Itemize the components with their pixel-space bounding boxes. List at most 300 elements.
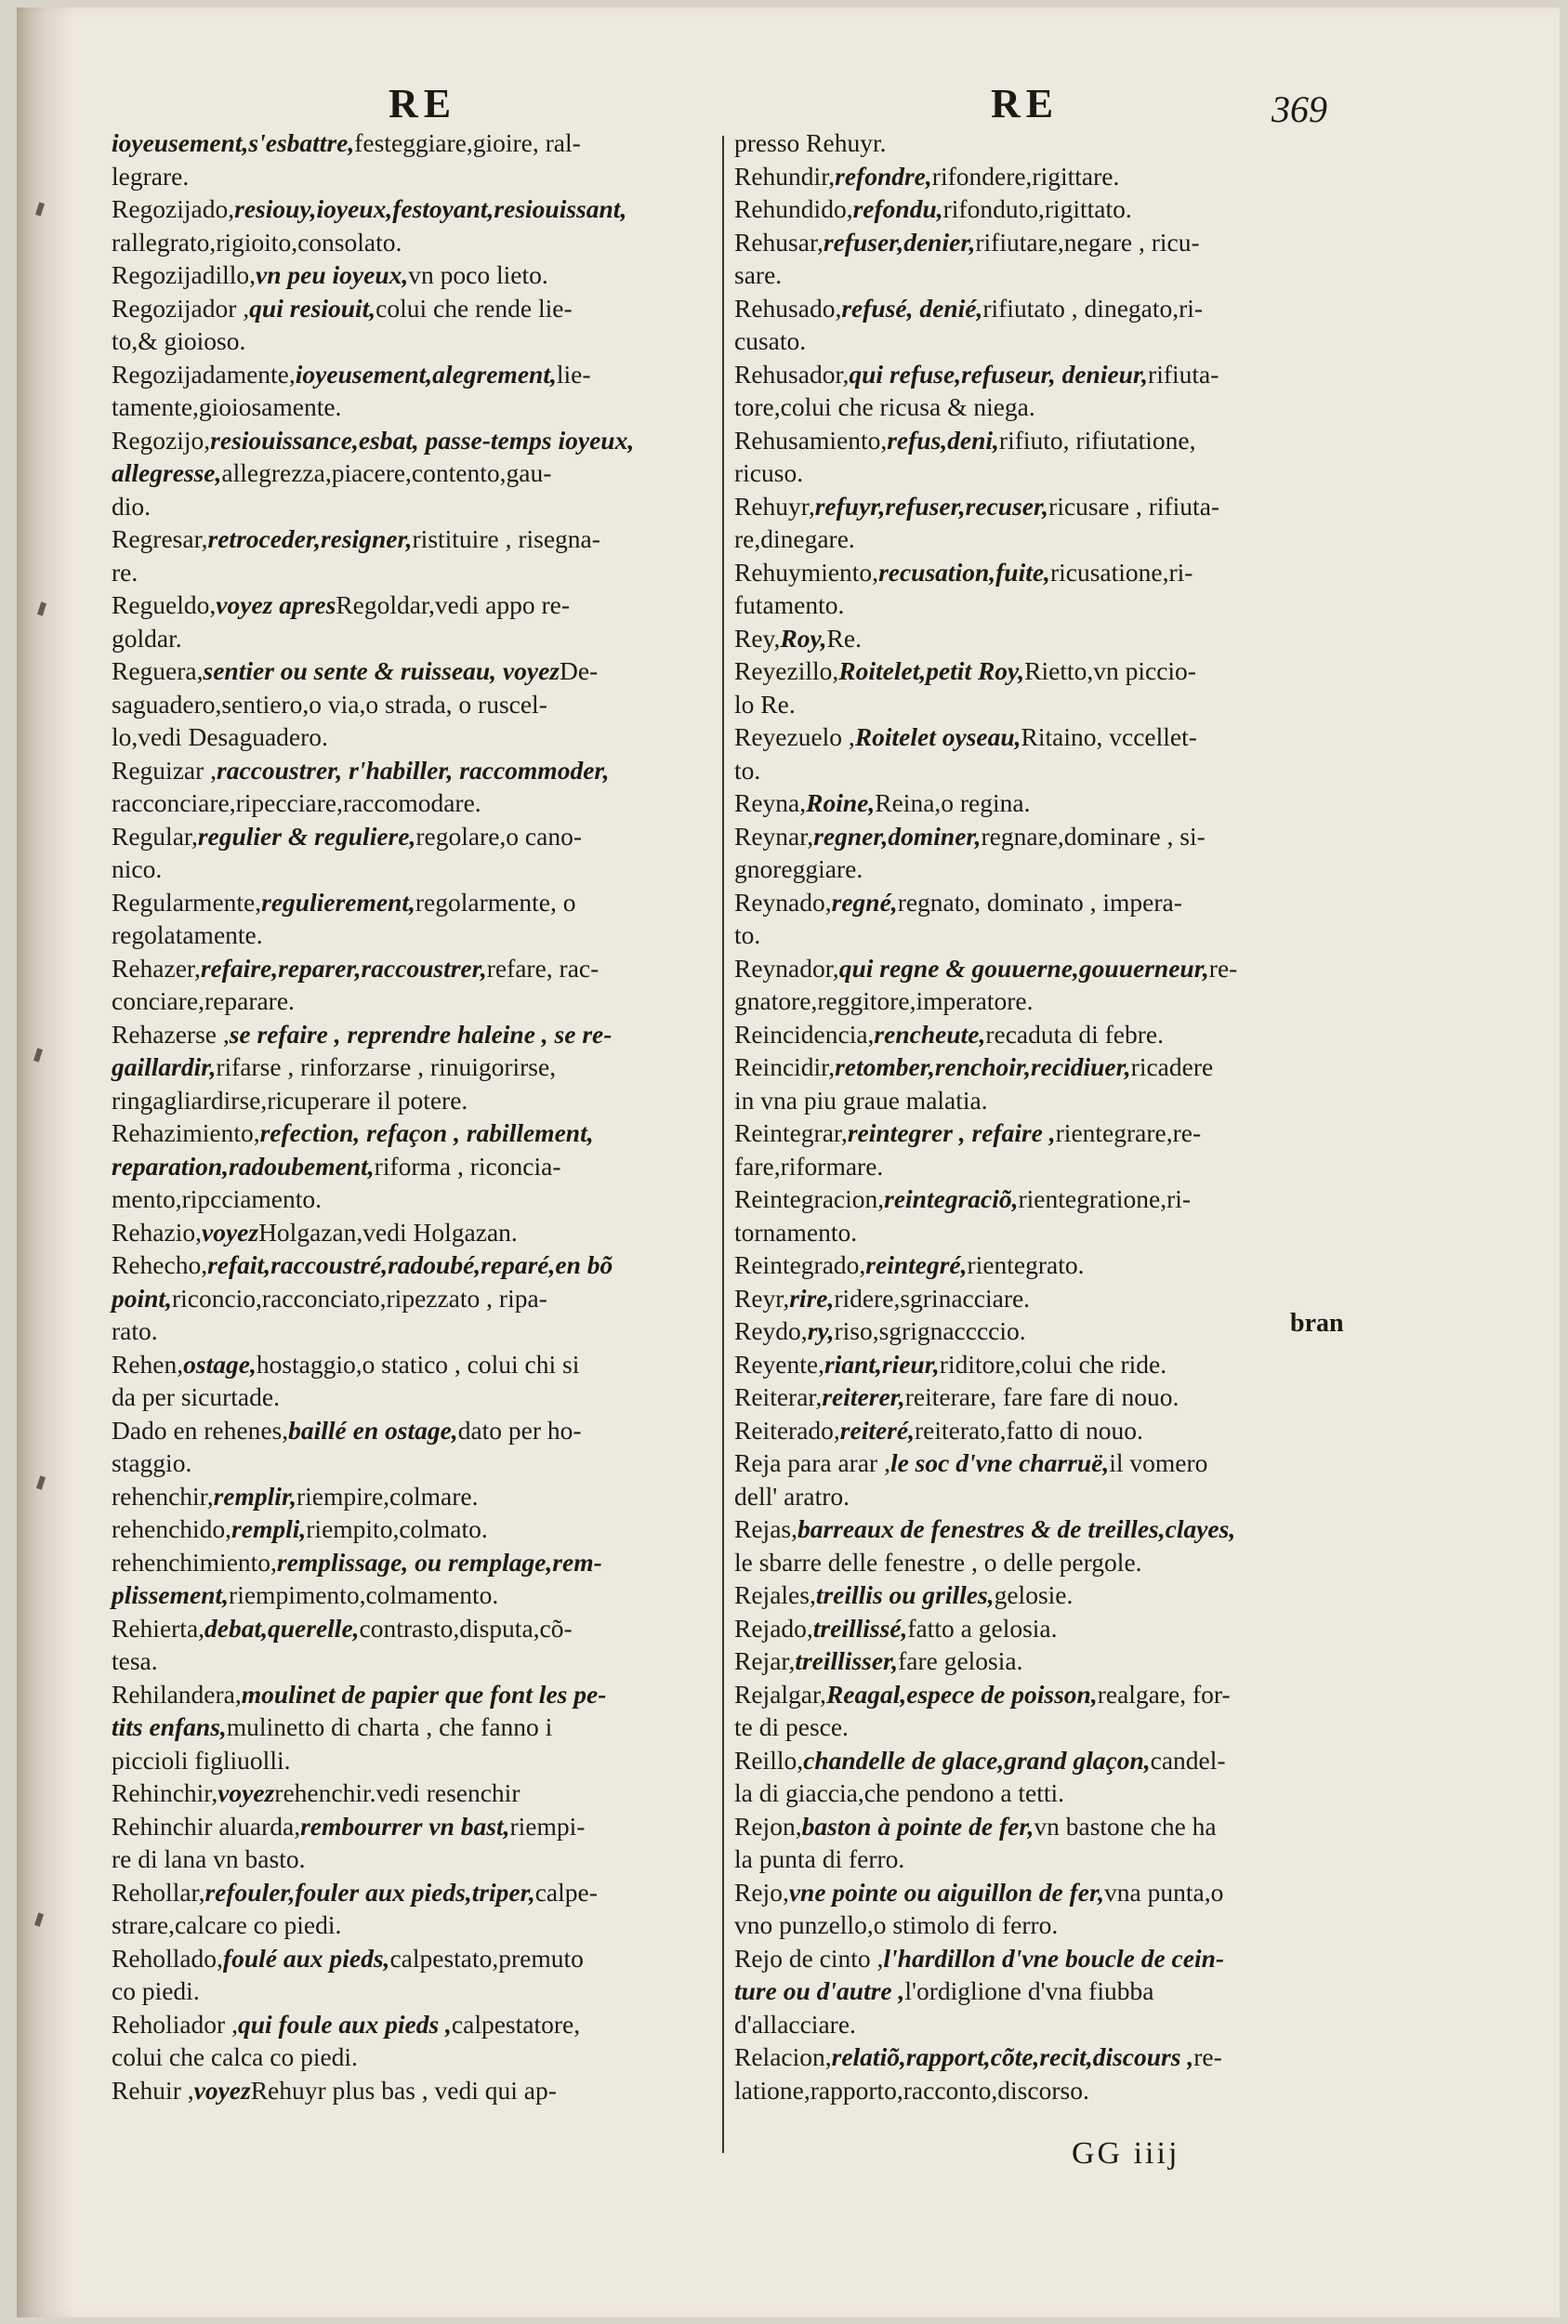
entry-french-gloss: rempli, — [231, 1514, 307, 1543]
entry-headword: Regular, — [112, 821, 198, 851]
entry-headword: Rejalgar, — [734, 1679, 826, 1709]
entry-headword: rehenchimiento, — [112, 1547, 277, 1577]
dictionary-line — [734, 1908, 1366, 1942]
entry-french-gloss: le soc d'vne charruë, — [889, 1448, 1110, 1477]
entry-headword: Reiterado, — [734, 1415, 840, 1445]
dictionary-line — [734, 1644, 1366, 1678]
entry-french-gloss: regner,dominer, — [813, 821, 982, 851]
entry-italian-gloss: ringagliardirse,ricuperare il potere. — [112, 1085, 468, 1115]
dictionary-line — [112, 1942, 720, 1975]
dictionary-line — [734, 1248, 1366, 1282]
entry-italian-gloss: mulinetto di charta , che fanno i — [226, 1712, 553, 1741]
entry-headword: Dado en rehenes, — [112, 1415, 289, 1445]
entry-italian-gloss: to. — [734, 920, 761, 949]
dictionary-line — [112, 1018, 720, 1051]
entry-headword: Rejo de cinto , — [734, 1943, 884, 1973]
dictionary-line — [734, 1150, 1366, 1183]
entry-french-gloss: sentier ou sente & ruisseau, voyez — [203, 656, 560, 685]
entry-italian-gloss: rifiuto, rifiutatione, — [998, 425, 1196, 455]
entry-italian-gloss: rifiuta- — [1148, 359, 1219, 389]
dictionary-line — [734, 820, 1366, 853]
dictionary-line — [112, 1776, 720, 1810]
entry-italian-gloss: la punta di ferro. — [734, 1844, 905, 1873]
dictionary-line — [112, 2074, 720, 2107]
dictionary-line — [734, 456, 1366, 490]
entry-french-gloss: refouler,fouler aux pieds,triper, — [204, 1877, 535, 1907]
dictionary-line — [734, 192, 1366, 226]
dictionary-line — [734, 1018, 1366, 1051]
entry-italian-gloss: vno punzello,o stimolo di ferro. — [734, 1910, 1059, 1939]
entry-italian-gloss: latione,rapporto,racconto,discorso. — [734, 2075, 1089, 2105]
entry-headword: Reiterar, — [734, 1382, 823, 1411]
entry-italian-gloss: vna punta,o — [1104, 1877, 1224, 1907]
dictionary-line — [112, 1512, 720, 1546]
entry-italian-gloss: rehenchir.vedi resenchir — [274, 1778, 520, 1807]
entry-french-gloss: Roine, — [806, 788, 876, 817]
entry-italian-gloss: presso Rehuyr. — [734, 128, 887, 157]
dictionary-line — [734, 918, 1366, 952]
entry-french-gloss: resiouissance,esbat, passe-temps ioyeux, — [210, 425, 635, 455]
entry-headword: Rehazerse , — [112, 1019, 230, 1049]
entry-headword: Reyezillo, — [734, 656, 839, 685]
entry-french-gloss: refusé, denié, — [841, 293, 983, 323]
entry-french-gloss: l'hardillon d'vne boucle de cein- — [883, 1943, 1225, 1973]
entry-italian-gloss: re di lana vn basto. — [112, 1844, 306, 1873]
entry-french-gloss: qui regne & gouuerne,gouuerneur, — [838, 953, 1209, 983]
entry-french-gloss: recusation,fuite, — [878, 557, 1050, 587]
book-page — [17, 7, 1560, 2317]
entry-headword: Rejas, — [734, 1514, 797, 1543]
dictionary-line — [112, 952, 720, 985]
entry-italian-gloss: il vomero — [1109, 1448, 1208, 1477]
dictionary-line — [112, 1876, 720, 1909]
dictionary-line — [112, 1974, 720, 2008]
dictionary-line — [734, 952, 1366, 985]
dictionary-line — [734, 358, 1366, 391]
stray-marginal-word: bran — [1290, 1309, 1344, 1338]
entry-italian-gloss: calpe- — [534, 1877, 598, 1907]
entry-french-gloss: refait,raccoustré,radoubé,reparé,en bõ — [207, 1250, 613, 1279]
entry-italian-gloss: reiterato,fatto di nouo. — [914, 1415, 1143, 1445]
entry-italian-gloss: sare. — [734, 260, 783, 289]
dictionary-line — [112, 1546, 720, 1579]
entry-headword: Rehusador, — [734, 359, 850, 389]
entry-headword: Reyr, — [734, 1283, 790, 1313]
entry-french-gloss: se refaire , reprendre haleine , se re- — [229, 1019, 613, 1049]
entry-french-gloss: resiouy,ioyeux,festoyant,resiouissant, — [234, 194, 627, 223]
entry-italian-gloss: realgare, for- — [1097, 1679, 1231, 1709]
entry-headword: Reincidir, — [734, 1052, 836, 1081]
entry-italian-gloss: De- — [559, 656, 599, 685]
entry-italian-gloss: Rehuyr plus bas , vedi qui ap- — [250, 2075, 557, 2105]
dictionary-line — [734, 390, 1366, 424]
dictionary-line — [112, 1710, 720, 1744]
entry-italian-gloss: fare,riformare. — [734, 1151, 884, 1181]
dictionary-line — [112, 1150, 720, 1183]
entry-french-gloss: treillissé, — [812, 1613, 908, 1643]
entry-french-gloss: baillé en ostage, — [288, 1415, 458, 1445]
entry-headword: Rejo, — [734, 1877, 789, 1907]
entry-italian-gloss: to. — [734, 755, 761, 785]
entry-headword: Rehundir, — [734, 161, 836, 191]
dictionary-line — [112, 754, 720, 787]
dictionary-line — [112, 1842, 720, 1876]
dictionary-line — [112, 456, 720, 490]
entry-headword: Reynar, — [734, 821, 814, 851]
entry-headword: Reillo, — [734, 1745, 804, 1775]
entry-italian-gloss: re,dinegare. — [734, 524, 855, 553]
entry-italian-gloss: mento,ripcciamento. — [112, 1184, 323, 1213]
entry-french-gloss: baston à pointe de fer, — [801, 1811, 1034, 1841]
dictionary-line — [112, 1282, 720, 1315]
entry-italian-gloss: co piedi. — [112, 1976, 200, 2005]
entry-french-gloss: refection, refaçon , rabillement, — [259, 1118, 594, 1147]
entry-italian-gloss: rientegratione,ri- — [1018, 1184, 1192, 1213]
entry-headword: Reguizar , — [112, 755, 217, 785]
entry-italian-gloss: candel- — [1150, 1745, 1226, 1775]
dictionary-line — [112, 1116, 720, 1150]
dictionary-line — [112, 1644, 720, 1678]
dictionary-line — [734, 688, 1366, 721]
entry-headword: Regueldo, — [112, 590, 217, 619]
entry-headword: Rehusamiento, — [734, 425, 888, 455]
entry-headword: Rehen, — [112, 1349, 184, 1379]
entry-french-gloss: remplir, — [213, 1481, 296, 1511]
dictionary-line — [734, 1744, 1366, 1777]
entry-italian-gloss: Ritaino, vccellet- — [1021, 722, 1197, 751]
entry-italian-gloss: vn poco lieto. — [408, 260, 548, 289]
entry-french-gloss: debat,querelle, — [204, 1613, 360, 1643]
entry-headword: Rehazio, — [112, 1217, 202, 1247]
entry-italian-gloss: gnoreggiare. — [734, 854, 863, 883]
entry-italian-gloss: legrare. — [112, 161, 190, 191]
dictionary-line — [112, 1678, 720, 1711]
entry-headword: Regresar, — [112, 524, 208, 553]
dictionary-line — [112, 886, 720, 919]
entry-italian-gloss: lo,vedi Desaguadero. — [112, 722, 328, 751]
entry-italian-gloss: gelosie. — [994, 1580, 1074, 1609]
dictionary-line — [734, 1776, 1366, 1810]
dictionary-line — [734, 1612, 1366, 1645]
entry-headword: Rehusado, — [734, 293, 842, 323]
entry-italian-gloss: colui che rende lie- — [376, 293, 573, 323]
dictionary-line — [112, 522, 720, 556]
entry-italian-gloss: l'ordiglione d'vna fiubba — [904, 1976, 1154, 2005]
entry-italian-gloss: Regoldar,vedi appo re- — [336, 590, 570, 619]
entry-headword: Reydo, — [734, 1316, 808, 1345]
entry-italian-gloss: recaduta di febre. — [985, 1019, 1164, 1049]
entry-headword: Rehollado, — [112, 1943, 223, 1973]
entry-french-gloss: tits enfans, — [112, 1712, 227, 1741]
entry-italian-gloss: da per sicurtade. — [112, 1382, 280, 1411]
entry-french-gloss: reintegraciõ, — [884, 1184, 1019, 1213]
entry-french-gloss: reiteré, — [839, 1415, 915, 1445]
dictionary-line — [112, 1380, 720, 1414]
entry-french-gloss: barreaux de fenestres & de treilles,clayes, — [797, 1514, 1236, 1543]
entry-italian-gloss: regnato, dominato , impera- — [897, 887, 1182, 917]
entry-italian-gloss: re- — [1193, 2042, 1222, 2071]
entry-headword: Rejado, — [734, 1613, 813, 1643]
entry-french-gloss: refondre, — [835, 161, 932, 191]
entry-italian-gloss: ristituire , risegna- — [412, 524, 600, 553]
entry-italian-gloss: re. — [112, 557, 138, 587]
dictionary-line — [734, 588, 1366, 622]
dictionary-line — [734, 1942, 1366, 1975]
entry-french-gloss: retroceder,resigner, — [207, 524, 413, 553]
entry-french-gloss: Reagal,espece de poisson, — [825, 1679, 1098, 1709]
dictionary-line — [734, 754, 1366, 787]
entry-italian-gloss: rallegrato,rigioito,consolato. — [112, 227, 402, 257]
page-edge-stain — [17, 7, 72, 2317]
entry-italian-gloss: riso,sgrignaccccio. — [834, 1316, 1026, 1345]
entry-french-gloss: regulier & reguliere, — [197, 821, 416, 851]
entry-headword: Reyente, — [734, 1349, 824, 1379]
dictionary-line — [734, 160, 1366, 193]
entry-french-gloss: refuser,denier, — [823, 227, 976, 257]
dictionary-line — [112, 720, 720, 754]
entry-italian-gloss: saguadero,sentiero,o via,o strada, o ruscel- — [112, 689, 547, 719]
entry-french-gloss: ture ou d'autre , — [734, 1976, 905, 2005]
dictionary-line — [734, 126, 1366, 160]
dictionary-line — [734, 984, 1366, 1018]
entry-french-gloss: reintegrer , refaire , — [847, 1118, 1056, 1147]
entry-italian-gloss: riempi- — [509, 1811, 586, 1841]
entry-italian-gloss: cusato. — [734, 326, 807, 355]
entry-italian-gloss: calpestatore, — [451, 2009, 581, 2039]
dictionary-line — [734, 622, 1366, 655]
entry-headword: Rehollar, — [112, 1877, 205, 1907]
folio-signature: GG iiij — [1072, 2136, 1180, 2171]
entry-headword: Reyna, — [734, 788, 807, 817]
dictionary-line — [112, 1216, 720, 1249]
entry-italian-gloss: tore,colui che ricusa & niega. — [734, 392, 1035, 421]
dictionary-line — [112, 1744, 720, 1777]
entry-italian-gloss: gnatore,reggitore,imperatore. — [734, 986, 1034, 1015]
dictionary-line — [734, 852, 1366, 886]
entry-headword: Rehierta, — [112, 1613, 205, 1643]
dictionary-line — [734, 1546, 1366, 1579]
entry-italian-gloss: lo Re. — [734, 689, 796, 719]
entry-italian-gloss: d'allacciare. — [734, 2009, 856, 2039]
entry-french-gloss: point, — [112, 1283, 172, 1313]
entry-headword: Reintegrado, — [734, 1250, 866, 1279]
entry-headword: Rehecho, — [112, 1250, 208, 1279]
entry-italian-gloss: lie- — [556, 359, 591, 389]
dictionary-line — [734, 1282, 1366, 1315]
entry-french-gloss: qui foule aux pieds , — [237, 2009, 452, 2039]
entry-italian-gloss: riempimento,colmamento. — [229, 1580, 499, 1609]
dictionary-line — [112, 1314, 720, 1348]
right-column — [734, 126, 1366, 2106]
entry-french-gloss: ioyeusement,s'esbattre, — [112, 128, 355, 157]
entry-italian-gloss: re- — [1208, 953, 1238, 983]
dictionary-line — [734, 1678, 1366, 1711]
entry-italian-gloss: calpestato,premuto — [389, 1943, 584, 1973]
dictionary-line — [734, 1512, 1366, 1546]
entry-italian-gloss: regnare,dominare , si- — [981, 821, 1206, 851]
entry-french-gloss: qui refuse,refuseur, denieur, — [849, 359, 1149, 389]
entry-italian-gloss: regolare,o cano- — [415, 821, 582, 851]
entry-italian-gloss: piccioli figliuolli. — [112, 1745, 291, 1775]
entry-headword: Regozijador , — [112, 293, 250, 323]
entry-headword: Rejales, — [734, 1580, 816, 1609]
dictionary-line — [112, 1050, 720, 1084]
dictionary-line — [734, 1084, 1366, 1117]
dictionary-line — [112, 1182, 720, 1216]
dictionary-line — [734, 1578, 1366, 1612]
entry-french-gloss: foulé aux pieds, — [222, 1943, 390, 1973]
column-divider — [722, 136, 724, 2153]
entry-italian-gloss: rato. — [112, 1316, 158, 1345]
dictionary-line — [112, 258, 720, 292]
entry-italian-gloss: contrasto,disputa,cõ- — [359, 1613, 573, 1643]
entry-french-gloss: remplissage, ou remplage,rem- — [276, 1547, 602, 1577]
entry-french-gloss: riant,rieur, — [824, 1349, 940, 1379]
entry-french-gloss: Roitelet,petit Roy, — [838, 656, 1025, 685]
running-header-right: RE — [991, 81, 1060, 126]
entry-french-gloss: treillis ou grilles, — [815, 1580, 995, 1609]
dictionary-line — [734, 1842, 1366, 1876]
dictionary-line — [112, 1248, 720, 1282]
entry-french-gloss: voyez — [193, 2075, 251, 2105]
dictionary-line — [734, 490, 1366, 523]
entry-headword: Rehilandera, — [112, 1679, 242, 1709]
entry-french-gloss: moulinet de papier que font les pe- — [241, 1679, 607, 1709]
entry-french-gloss: rencheute, — [874, 1019, 986, 1049]
entry-italian-gloss: futamento. — [734, 590, 845, 619]
entry-french-gloss: rire, — [789, 1283, 835, 1313]
entry-headword: Rejon, — [734, 1811, 802, 1841]
dictionary-line — [112, 292, 720, 325]
dictionary-line — [734, 226, 1366, 259]
dictionary-line — [734, 1876, 1366, 1909]
entry-italian-gloss: rifiutare,negare , ricu- — [975, 227, 1200, 257]
entry-italian-gloss: riditore,colui che ride. — [939, 1349, 1167, 1379]
dictionary-line — [112, 324, 720, 358]
dictionary-line — [734, 1710, 1366, 1744]
dictionary-line — [112, 390, 720, 424]
entry-headword: Reyezuelo , — [734, 722, 855, 751]
entry-headword: Rehinchir aluarda, — [112, 1811, 301, 1841]
dictionary-line — [734, 424, 1366, 457]
entry-italian-gloss: staggio. — [112, 1448, 192, 1477]
entry-italian-gloss: tamente,gioiosamente. — [112, 392, 342, 421]
entry-headword: Rehundido, — [734, 194, 853, 223]
dictionary-line — [734, 2074, 1366, 2107]
dictionary-line — [112, 126, 720, 160]
entry-italian-gloss: to,& gioioso. — [112, 326, 246, 355]
entry-headword: Reincidencia, — [734, 1019, 875, 1049]
entry-italian-gloss: la di giaccia,che pendono a tetti. — [734, 1778, 1065, 1807]
dictionary-line — [734, 2040, 1366, 2074]
dictionary-line — [112, 424, 720, 457]
dictionary-line — [112, 160, 720, 193]
entry-french-gloss: allegresse, — [112, 458, 222, 487]
dictionary-line — [734, 1480, 1366, 1513]
dictionary-line — [112, 786, 720, 820]
entry-headword: Regozijadamente, — [112, 359, 296, 389]
entry-headword: Rehazimiento, — [112, 1118, 260, 1147]
entry-italian-gloss: in vna piu graue malatia. — [734, 1085, 988, 1115]
entry-headword: Rehazer, — [112, 953, 201, 983]
entry-french-gloss: reintegré, — [865, 1250, 968, 1279]
dictionary-line — [734, 292, 1366, 325]
dictionary-line — [734, 1348, 1366, 1381]
entry-italian-gloss: rifondere,rigittare. — [931, 161, 1120, 191]
entry-headword: rehenchido, — [112, 1514, 232, 1543]
entry-italian-gloss: colui che calca co piedi. — [112, 2042, 358, 2071]
entry-italian-gloss: ricuso. — [734, 458, 804, 487]
entry-headword: Reja para arar , — [734, 1448, 890, 1477]
entry-italian-gloss: ricadere — [1130, 1052, 1214, 1081]
entry-italian-gloss: nico. — [112, 854, 163, 883]
entry-italian-gloss: rifarse , rinforzarse , rinuigorirse, — [216, 1052, 557, 1081]
dictionary-line — [734, 1974, 1366, 2008]
entry-italian-gloss: dato per ho- — [457, 1415, 582, 1445]
entry-italian-gloss: Reina,o regina. — [875, 788, 1031, 817]
dictionary-line — [734, 324, 1366, 358]
entry-french-gloss: plissement, — [112, 1580, 230, 1609]
entry-french-gloss: qui resiouit, — [249, 293, 376, 323]
entry-headword: Reintegracion, — [734, 1184, 885, 1213]
entry-headword: Reintegrar, — [734, 1118, 848, 1147]
entry-italian-gloss: reiterare, fare fare di nouo. — [904, 1382, 1179, 1411]
entry-french-gloss: voyez — [217, 1778, 275, 1807]
dictionary-line — [734, 654, 1366, 688]
entry-italian-gloss: strare,calcare co piedi. — [112, 1910, 342, 1939]
dictionary-line — [112, 1480, 720, 1513]
entry-italian-gloss: festeggiare,gioire, ral- — [354, 128, 581, 157]
entry-headword: Rehinchir, — [112, 1778, 218, 1807]
entry-headword: Reynado, — [734, 887, 832, 917]
entry-french-gloss: Roitelet oyseau, — [854, 722, 1021, 751]
entry-italian-gloss: conciare,reparare. — [112, 986, 295, 1015]
entry-italian-gloss: ridere,sgrinacciare. — [834, 1283, 1031, 1313]
entry-italian-gloss: regolatamente. — [112, 920, 263, 949]
entry-italian-gloss: tornamento. — [734, 1217, 858, 1247]
dictionary-line — [734, 1446, 1366, 1480]
dictionary-line — [112, 820, 720, 853]
entry-italian-gloss: ricusatione,ri- — [1049, 557, 1193, 587]
dictionary-line — [734, 1810, 1366, 1843]
entry-french-gloss: Roy, — [780, 623, 827, 653]
entry-italian-gloss: Re. — [826, 623, 862, 653]
dictionary-line — [112, 1908, 720, 1942]
page-number: 369 — [1272, 88, 1327, 130]
entry-headword: Rehuir , — [112, 2075, 194, 2105]
dictionary-line — [112, 490, 720, 523]
entry-french-gloss: vn peu ioyeux, — [256, 260, 409, 289]
entry-headword: Regularmente, — [112, 887, 262, 917]
dictionary-line — [112, 588, 720, 622]
dictionary-line — [112, 2008, 720, 2041]
entry-french-gloss: ry, — [807, 1316, 835, 1345]
entry-italian-gloss: refare, rac- — [486, 953, 600, 983]
dictionary-line — [112, 918, 720, 952]
entry-italian-gloss: regolarmente, o — [415, 887, 576, 917]
entry-headword: Reguera, — [112, 656, 204, 685]
entry-italian-gloss: racconciare,ripecciare,raccomodare. — [112, 788, 481, 817]
entry-italian-gloss: le sbarre delle fenestre , o delle pergole. — [734, 1547, 1142, 1577]
dictionary-line — [112, 2040, 720, 2074]
dictionary-line — [112, 622, 720, 655]
left-column — [112, 126, 720, 2106]
entry-french-gloss: ostage, — [183, 1349, 257, 1379]
dictionary-line — [112, 1578, 720, 1612]
dictionary-line — [112, 1414, 720, 1447]
dictionary-line — [112, 1446, 720, 1480]
dictionary-line — [734, 522, 1366, 556]
